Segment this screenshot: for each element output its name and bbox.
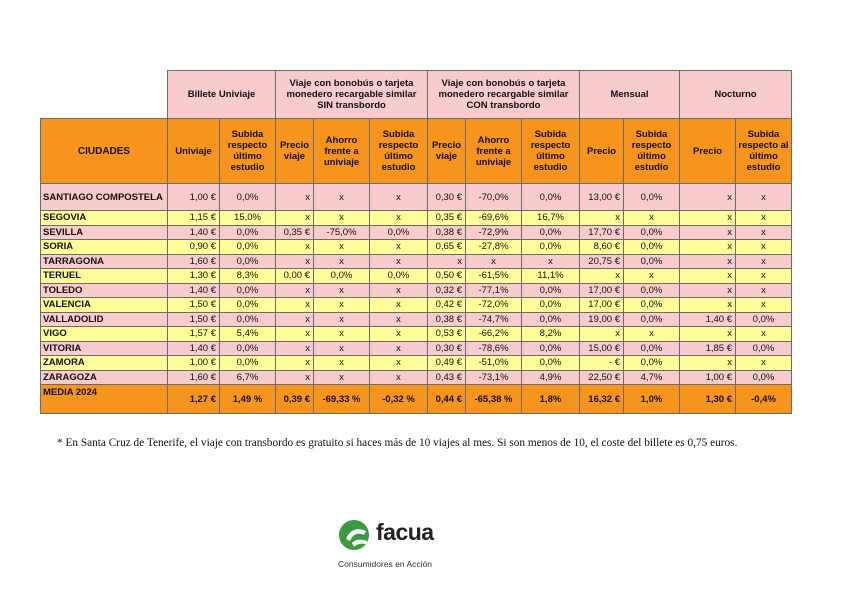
table-cell: 1,40 € bbox=[168, 283, 220, 298]
table-cell: -74,7% bbox=[466, 312, 522, 327]
table-cell: 0,0% bbox=[624, 240, 680, 255]
table-cell: -61,5% bbox=[466, 269, 522, 284]
city-name: VIGO bbox=[41, 327, 168, 342]
table-cell: -73,1% bbox=[466, 370, 522, 385]
table-cell: 17,00 € bbox=[580, 283, 624, 298]
table-cell: x bbox=[522, 254, 580, 269]
city-name: SEVILLA bbox=[41, 225, 168, 240]
table-cell: x bbox=[624, 327, 680, 342]
table-cell: 1,40 € bbox=[680, 312, 736, 327]
col-subida-sin: Subida respecto último estudio bbox=[370, 119, 428, 184]
table-cell: x bbox=[580, 327, 624, 342]
table-cell: 11,1% bbox=[522, 269, 580, 284]
table-cell: x bbox=[680, 356, 736, 371]
city-name: TERUEL bbox=[41, 269, 168, 284]
table-cell: x bbox=[580, 269, 624, 284]
table-cell: 0,0% bbox=[522, 341, 580, 356]
city-name: SANTIAGO COMPOSTELA bbox=[41, 184, 168, 211]
table-cell: x bbox=[736, 211, 792, 226]
table-cell: x bbox=[314, 341, 370, 356]
table-cell: 1,85 € bbox=[680, 341, 736, 356]
table-cell: -72,9% bbox=[466, 225, 522, 240]
table-cell: -51,0% bbox=[466, 356, 522, 371]
table-cell: x bbox=[624, 211, 680, 226]
table-cell: 0,0% bbox=[522, 184, 580, 211]
facua-logo bbox=[336, 517, 446, 572]
city-name: ZARAGOZA bbox=[41, 370, 168, 385]
col-precio-viaje-sin: Precio viaje bbox=[276, 119, 314, 184]
table-cell: x bbox=[736, 240, 792, 255]
table-row bbox=[41, 356, 792, 371]
table-cell: x bbox=[314, 298, 370, 313]
table-cell: 1,50 € bbox=[168, 298, 220, 313]
table-cell: x bbox=[736, 184, 792, 211]
table-cell: 0,0% bbox=[624, 312, 680, 327]
table-cell: - € bbox=[580, 356, 624, 371]
table-cell: x bbox=[314, 283, 370, 298]
table-cell: x bbox=[680, 283, 736, 298]
average-label: MEDIA 2024 bbox=[41, 385, 168, 414]
col-subida-mensual: Subida respecto último estudio bbox=[624, 119, 680, 184]
table-cell: x bbox=[314, 327, 370, 342]
table-cell: 0,38 € bbox=[428, 225, 466, 240]
table-cell: 0,35 € bbox=[428, 211, 466, 226]
table-cell: 0,0% bbox=[220, 254, 276, 269]
table-cell: x bbox=[370, 240, 428, 255]
table-cell: 0,0% bbox=[370, 269, 428, 284]
table-cell: 15,0% bbox=[220, 211, 276, 226]
table-cell: 0,30 € bbox=[428, 341, 466, 356]
table-cell: -72,0% bbox=[466, 298, 522, 313]
table-cell: -75,0% bbox=[314, 225, 370, 240]
table-cell: -0,32 % bbox=[370, 385, 428, 414]
table-cell: 22,50 € bbox=[580, 370, 624, 385]
table-cell: x bbox=[680, 254, 736, 269]
city-name: TARRAGONA bbox=[41, 254, 168, 269]
table-cell: 0,0% bbox=[220, 356, 276, 371]
table-cell: 16,32 € bbox=[580, 385, 624, 414]
col-ahorro-sin: Ahorro frente a univiaje bbox=[314, 119, 370, 184]
table-cell: 0,50 € bbox=[428, 269, 466, 284]
table-cell: 1,00 € bbox=[168, 356, 220, 371]
table-cell: x bbox=[736, 283, 792, 298]
table-cell: x bbox=[580, 211, 624, 226]
table-cell: x bbox=[276, 312, 314, 327]
table-cell: 1,0% bbox=[624, 385, 680, 414]
table-cell: x bbox=[736, 269, 792, 284]
table-cell: -77,1% bbox=[466, 283, 522, 298]
logo-tagline: Consumidores en Acción bbox=[338, 559, 433, 569]
table-cell: x bbox=[680, 211, 736, 226]
table-cell: 0,49 € bbox=[428, 356, 466, 371]
table-cell: x bbox=[370, 254, 428, 269]
table-cell: x bbox=[314, 240, 370, 255]
column-header-row bbox=[41, 119, 792, 184]
table-cell: 0,0% bbox=[624, 254, 680, 269]
city-name: VITORIA bbox=[41, 341, 168, 356]
table-cell: 1,00 € bbox=[168, 184, 220, 211]
table-cell: x bbox=[314, 211, 370, 226]
table-cell: 0,0% bbox=[624, 283, 680, 298]
table-cell: 1,49 % bbox=[220, 385, 276, 414]
table-cell: x bbox=[314, 184, 370, 211]
col-ahorro-con: Ahorro frente a univiaje bbox=[466, 119, 522, 184]
table-cell: x bbox=[736, 327, 792, 342]
table-cell: x bbox=[314, 356, 370, 371]
table-cell: x bbox=[466, 254, 522, 269]
table-cell: x bbox=[314, 312, 370, 327]
city-name: VALENCIA bbox=[41, 298, 168, 313]
table-cell: -69,33 % bbox=[314, 385, 370, 414]
table-cell: 1,40 € bbox=[168, 341, 220, 356]
table-cell: x bbox=[276, 356, 314, 371]
table-cell: 19,00 € bbox=[580, 312, 624, 327]
table-row bbox=[41, 312, 792, 327]
table-cell: 16,7% bbox=[522, 211, 580, 226]
table-cell: 0,38 € bbox=[428, 312, 466, 327]
table-cell: x bbox=[370, 312, 428, 327]
table-cell: 0,0% bbox=[220, 298, 276, 313]
table-cell: x bbox=[370, 211, 428, 226]
city-name: VALLADOLID bbox=[41, 312, 168, 327]
table-cell: x bbox=[370, 298, 428, 313]
col-subida-nocturno: Subida respecto al último estudio bbox=[736, 119, 792, 184]
table-cell: 0,0% bbox=[624, 341, 680, 356]
table-cell: 0,35 € bbox=[276, 225, 314, 240]
col-precio-mensual: Precio bbox=[580, 119, 624, 184]
table-cell: 0,0% bbox=[522, 356, 580, 371]
city-name: ZAMORA bbox=[41, 356, 168, 371]
table-cell: 4,7% bbox=[624, 370, 680, 385]
group-sin-transbordo: Viaje con bonobús o tarjeta monedero recargable similar SIN transbordo bbox=[276, 71, 428, 119]
table-cell: 1,50 € bbox=[168, 312, 220, 327]
table-cell: -65,38 % bbox=[466, 385, 522, 414]
table-cell: 1,15 € bbox=[168, 211, 220, 226]
table-cell: 0,53 € bbox=[428, 327, 466, 342]
table-cell: x bbox=[276, 341, 314, 356]
table-cell: 0,0% bbox=[736, 370, 792, 385]
table-cell: -27,8% bbox=[466, 240, 522, 255]
group-nocturno: Nocturno bbox=[680, 71, 792, 119]
table-cell: x bbox=[370, 341, 428, 356]
table-cell: 0,0% bbox=[314, 269, 370, 284]
table-row bbox=[41, 327, 792, 342]
table-cell: x bbox=[736, 298, 792, 313]
city-name: TOLEDO bbox=[41, 283, 168, 298]
average-row bbox=[41, 385, 792, 414]
logo-wordmark: facua bbox=[376, 519, 434, 545]
table-cell: 0,39 € bbox=[276, 385, 314, 414]
table-cell: 0,0% bbox=[522, 240, 580, 255]
table-cell: 1,30 € bbox=[168, 269, 220, 284]
table-cell: 0,0% bbox=[736, 312, 792, 327]
table-row bbox=[41, 370, 792, 385]
table-cell: 15,00 € bbox=[580, 341, 624, 356]
table-cell: 13,00 € bbox=[580, 184, 624, 211]
table-cell: x bbox=[680, 184, 736, 211]
table-row bbox=[41, 269, 792, 284]
table-cell: x bbox=[314, 254, 370, 269]
table-cell: 4,9% bbox=[522, 370, 580, 385]
table-cell: 1,30 € bbox=[680, 385, 736, 414]
table-cell: x bbox=[276, 327, 314, 342]
table-cell: 8,3% bbox=[220, 269, 276, 284]
table-cell: 1,57 € bbox=[168, 327, 220, 342]
table-cell: x bbox=[276, 298, 314, 313]
table-cell: 0,42 € bbox=[428, 298, 466, 313]
table-cell: 1,60 € bbox=[168, 254, 220, 269]
table-cell: 0,0% bbox=[736, 341, 792, 356]
table-cell: 0,32 € bbox=[428, 283, 466, 298]
table-cell: 0,0% bbox=[220, 240, 276, 255]
table-cell: -66,2% bbox=[466, 327, 522, 342]
col-ciudades: CIUDADES bbox=[41, 119, 168, 184]
table-cell: -0,4% bbox=[736, 385, 792, 414]
table-cell: 0,0% bbox=[220, 184, 276, 211]
table-cell: 0,0% bbox=[220, 341, 276, 356]
fares-table bbox=[40, 70, 792, 414]
table-cell: x bbox=[680, 240, 736, 255]
col-precio-viaje-con: Precio viaje bbox=[428, 119, 466, 184]
table-cell: 0,00 € bbox=[276, 269, 314, 284]
table-row bbox=[41, 341, 792, 356]
col-precio-nocturno: Precio bbox=[680, 119, 736, 184]
table-cell: 17,70 € bbox=[580, 225, 624, 240]
table-cell: 6,7% bbox=[220, 370, 276, 385]
table-cell: 5,4% bbox=[220, 327, 276, 342]
table-row bbox=[41, 225, 792, 240]
table-cell: x bbox=[276, 283, 314, 298]
table-cell: 0,0% bbox=[522, 298, 580, 313]
table-cell: 0,0% bbox=[624, 356, 680, 371]
table-cell: x bbox=[276, 370, 314, 385]
table-cell: 0,0% bbox=[220, 312, 276, 327]
col-subida-univiaje: Subida respecto último estudio bbox=[220, 119, 276, 184]
table-cell: x bbox=[370, 356, 428, 371]
table-cell: 20,75 € bbox=[580, 254, 624, 269]
table-cell: 0,0% bbox=[220, 283, 276, 298]
table-cell: x bbox=[276, 211, 314, 226]
table-row bbox=[41, 184, 792, 211]
table-cell: x bbox=[680, 298, 736, 313]
col-univiaje: Univiaje bbox=[168, 119, 220, 184]
group-con-transbordo: Viaje con bonobús o tarjeta monedero recargable similar CON transbordo bbox=[428, 71, 580, 119]
table-cell: x bbox=[370, 327, 428, 342]
table-cell: x bbox=[370, 283, 428, 298]
table-cell: 0,0% bbox=[220, 225, 276, 240]
facua-logo-icon bbox=[336, 517, 376, 557]
table-cell: 0,43 € bbox=[428, 370, 466, 385]
table-cell: x bbox=[736, 356, 792, 371]
group-mensual: Mensual bbox=[580, 71, 680, 119]
table-cell: 0,0% bbox=[624, 225, 680, 240]
table-row bbox=[41, 283, 792, 298]
table-cell: 0,30 € bbox=[428, 184, 466, 211]
table-cell: 8,60 € bbox=[580, 240, 624, 255]
table-cell: 0,65 € bbox=[428, 240, 466, 255]
table-cell: 17,00 € bbox=[580, 298, 624, 313]
table-row bbox=[41, 211, 792, 226]
table-cell: 1,00 € bbox=[680, 370, 736, 385]
table-cell: x bbox=[428, 254, 466, 269]
table-cell: 0,44 € bbox=[428, 385, 466, 414]
table-cell: 0,0% bbox=[624, 184, 680, 211]
table-cell: -69,6% bbox=[466, 211, 522, 226]
table-cell: x bbox=[276, 254, 314, 269]
table-cell: x bbox=[736, 254, 792, 269]
table-cell: 1,60 € bbox=[168, 370, 220, 385]
table-cell: x bbox=[370, 370, 428, 385]
table-row bbox=[41, 254, 792, 269]
table-cell: 1,8% bbox=[522, 385, 580, 414]
table-cell: x bbox=[736, 225, 792, 240]
footnote: * En Santa Cruz de Tenerife, el viaje con transbordo es gratuito si haces más de 10 viajes al mes. Si son menos de 10, el coste del billete es 0,75 euros. bbox=[57, 437, 738, 449]
table-cell: x bbox=[276, 240, 314, 255]
table-cell: 0,0% bbox=[522, 312, 580, 327]
table-cell: x bbox=[680, 225, 736, 240]
table-cell: x bbox=[624, 269, 680, 284]
table-body bbox=[41, 184, 792, 385]
group-header-row bbox=[41, 71, 792, 119]
group-univiaje: Billete Univiaje bbox=[168, 71, 276, 119]
table-cell: -78,6% bbox=[466, 341, 522, 356]
table-cell: 1,27 € bbox=[168, 385, 220, 414]
city-name: SEGOVIA bbox=[41, 211, 168, 226]
table-cell: -70,0% bbox=[466, 184, 522, 211]
col-subida-con: Subida respecto último estudio bbox=[522, 119, 580, 184]
table-cell: x bbox=[680, 269, 736, 284]
table-cell: x bbox=[314, 370, 370, 385]
table-cell: x bbox=[276, 184, 314, 211]
table-cell: 0,90 € bbox=[168, 240, 220, 255]
table-cell: 1,40 € bbox=[168, 225, 220, 240]
table-cell: 0,0% bbox=[370, 225, 428, 240]
table-cell: 0,0% bbox=[522, 283, 580, 298]
table-row bbox=[41, 240, 792, 255]
table-cell: x bbox=[370, 184, 428, 211]
table-cell: x bbox=[680, 327, 736, 342]
city-name: SORIA bbox=[41, 240, 168, 255]
table-cell: 0,0% bbox=[522, 225, 580, 240]
table-cell: 8,2% bbox=[522, 327, 580, 342]
table-cell: 0,0% bbox=[624, 298, 680, 313]
table-row bbox=[41, 298, 792, 313]
